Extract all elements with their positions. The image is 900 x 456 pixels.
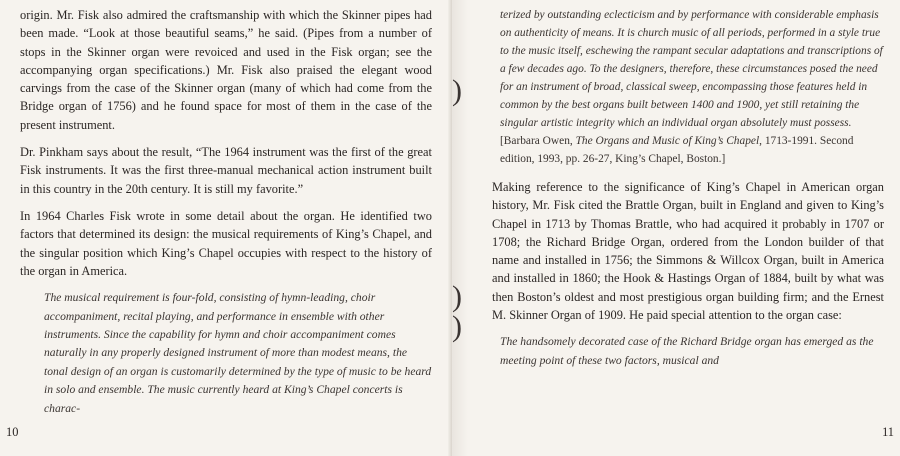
citation [500,135,853,165]
citation-title: The Organs and Music of King’s Chapel [575,135,760,147]
binding-clip-lower: ) [452,310,462,343]
page-number-right: 11 [882,425,894,439]
quote-continued-text: terized by outstanding eclecticism and by performance with considerable emphasis on authenticity of means. It is church music of all periods, performed in a style true to the music itself, eschewing the rampant secular adaptations and transcriptions of a few decades ago. To the designers, therefore, these circumstances posed the need for an instrument of broad, classical sweep, encompassing those features held in common by the best organs built between 1400 and 1900, yet still retaining the singular artistic integrity which an individual organ absolutely must possess. [500,9,883,129]
right-page [452,0,900,456]
binding-clip-top: ) [452,74,462,107]
right-block-quote: The handsomely decorated case of the Richard Bridge organ has emerged as the meeting point of these two factors, musical and [500,335,874,367]
left-paragraph-2: Dr. Pinkham says about the result, “The 1964 instrument was the first of the great Fisk instruments. It was the first three-manual mechanical action instrument built in this country in the 20th century. It is still my favorite.” [20,145,432,196]
left-paragraph-1: origin. Mr. Fisk also admired the craftsmanship with which the Skinner pipes had been made. “Look at those beautiful seams,” he said. (Pipes from a number of stops in the Skinner organ were revoiced and used in the Fisk organ; see the accompanying organ specifications.) Mr. Fisk also praised the elegant wood carvings from the case of the Skinner organ (many of which had come from the Bridge organ of 1756) and he found space for most of them in the case of the present instrument. [20,8,432,132]
page-number-left: 10 [6,425,19,439]
citation-suffix: , 1713-1991. Second edition, 1993, pp. 26-27, King’s Chapel, Boston.] [500,135,854,165]
left-block-quote: The musical requirement is four-fold, consisting of hymn-leading, choir accompaniment, recital playing, and performance in ensemble with other instruments. Since the capability for hymn and choir accompaniment comes naturally in any properly designed instrument of more than modest means, the tonal design of an organ is customarily determined by the type of music to be heard in solo and ensemble. The music currently heard at King’s Chapel concerts is charac- [44,291,432,415]
left-paragraph-3: In 1964 Charles Fisk wrote in some detail about the organ. He identified two factors that determined its design: the musical requirements of King’s Chapel, and the singular position which King’s Chapel occupies with respect to the history of the organ in America. [20,208,432,278]
right-block-quote-continued [500,6,884,168]
binding-clip-middle: ) [452,280,462,313]
right-paragraph: Making reference to the significance of King’s Chapel in American organ history, Mr. Fisk cited the Brattle Organ, built in England and given to King’s Chapel in 1713 by Thomas Brattle, who had acquired it probably in 1707 or 1708; the Richard Bridge Organ, ordered from the London builder of that name and installed in 1756; the Simmons & Willcox Organ, built in America and installed in 1860; the Hook & Hastings Organ of 1884, built by what was then Boston’s oldest and most prestigious organ building firm; and the Ernest M. Skinner Organ of 1909. He paid special attention to the organ case: [492,180,884,323]
citation-prefix: [Barbara Owen, [500,135,576,147]
